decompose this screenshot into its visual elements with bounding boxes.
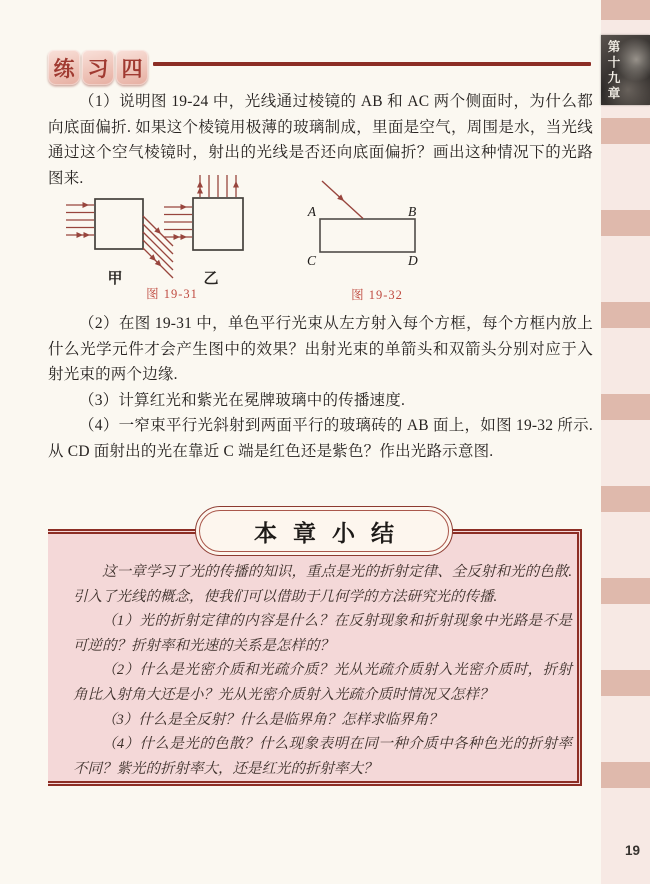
chapter-summary-text — [73, 560, 572, 781]
summary-paragraph: （1）光的折射定律的内容是什么？在反射现象和折射现象中光路是不是可逆的？折射率和光速的关系是怎样的？ — [73, 613, 572, 654]
exercise-header — [48, 50, 148, 86]
sidebar-band — [601, 118, 650, 144]
summary-paragraph: （2）什么是光密介质和光疏介质？光从光疏介质射入光密介质时，折射角比入射角大还是小？光从光密介质射入光疏介质时情况又怎样？ — [73, 662, 572, 703]
fig31-label-yi: 乙 — [203, 271, 219, 287]
page-number: 19 — [624, 843, 640, 858]
fig32-caption: 图 19-32 — [351, 288, 403, 302]
problem-4: （4）一窄束平行光斜射到两面平行的玻璃砖的 AB 面上，如图 19-32 所示. 从 CD 面射出的光在靠近 C 端是红色还是紫色？作出光路示意图. — [48, 417, 593, 460]
chapter-summary-title: 本章小结 — [254, 520, 410, 546]
fig31-yi-arrowheads — [174, 181, 240, 240]
problem-block-bottom — [48, 311, 593, 464]
sidebar-band — [601, 670, 650, 696]
sidebar-strip — [601, 0, 650, 884]
fig31-yi-entry-rays — [164, 207, 192, 237]
sidebar-band — [601, 486, 650, 512]
fig32-slab — [307, 181, 418, 268]
exercise-title-char: 四 — [116, 50, 148, 85]
fig32-corner-b: B — [408, 204, 417, 219]
sidebar-band — [601, 210, 650, 236]
chapter-label: 第十九章 — [606, 40, 620, 102]
fig31-caption: 图 19-31 — [146, 287, 198, 301]
sidebar-band — [601, 0, 650, 20]
chapter-summary-pill — [195, 506, 453, 556]
summary-paragraph: 这一章学习了光的传播的知识，重点是光的折射定律、全反射和光的色散. 引入了光线的概念，使我们可以借助于几何学的方法研究光的传播. — [73, 564, 572, 605]
fig31-yi-box — [164, 175, 243, 250]
sidebar-band — [601, 394, 650, 420]
sidebar-band — [601, 302, 650, 328]
fig32-corner-a: A — [307, 204, 316, 219]
fig31-label-jia: 甲 — [107, 271, 123, 287]
summary-paragraph: （3）什么是全反射？什么是临界角？怎样求临界角？ — [102, 711, 443, 728]
figures-row — [48, 172, 593, 305]
sidebar-band — [601, 578, 650, 604]
fig31-jia-exit-rays — [143, 216, 173, 278]
summary-paragraph: （4）什么是光的色散？什么现象表明在同一种介质中各种色光的折射率不同？紫光的折射率大，还是红光的折射率大？ — [73, 736, 572, 777]
problem-1: （1）说明图 19-24 中，光线通过棱镜的 AB 和 AC 两个侧面时，为什么都向底面偏折. 如果这个棱镜用极薄的玻璃制成，里面是空气，周围是水，当光线通过这个空气棱镜时，射出的光线是否还向底面偏折？画出这种情况下的光路图来. — [48, 93, 593, 187]
problem-2: （2）在图 19-31 中，单色平行光束从左方射入每个方框，每个方框内放上什么光学元件才会产生图中的效果？出射光束的单箭头和双箭头分别对应于入射光束的两个边缘. — [48, 315, 593, 383]
fig32-corner-c: C — [306, 253, 316, 268]
chapter-tab-photo — [601, 35, 650, 105]
header-rule — [153, 62, 591, 66]
fig32-corner-d: D — [408, 253, 418, 268]
problem-3: （3）计算红光和紫光在冕牌玻璃中的传播速度. — [79, 391, 406, 409]
exercise-title-char: 习 — [82, 50, 114, 85]
fig31-jia-entry-rays — [66, 205, 94, 235]
exercise-title-char: 练 — [48, 50, 80, 85]
fig31-yi-exit-rays — [200, 175, 236, 197]
sidebar-band — [601, 762, 650, 788]
